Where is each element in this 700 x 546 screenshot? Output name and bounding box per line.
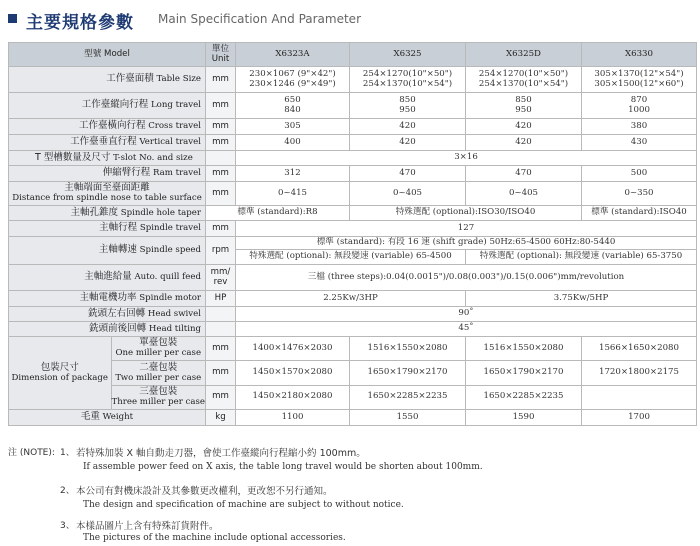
row-spindle-speed-1 bbox=[9, 237, 697, 250]
pack-two-en: Two miller per case bbox=[115, 372, 202, 383]
label-long-travel: 工作臺縱向行程 Long travel bbox=[9, 93, 206, 119]
unit-cell: mm bbox=[206, 221, 236, 237]
label-weight: 毛重 Weight bbox=[9, 410, 206, 426]
model-header bbox=[9, 43, 206, 67]
value-cell bbox=[582, 385, 697, 409]
model-col-3: X6325D bbox=[466, 43, 582, 67]
pack-one-en: One miller per case bbox=[115, 348, 202, 359]
unit-cell: mm bbox=[206, 182, 236, 206]
value-cell: 400 bbox=[236, 135, 350, 151]
model-col-4: X6330 bbox=[582, 43, 697, 67]
value-cell: 850 950 bbox=[466, 93, 582, 119]
row-spindle-travel bbox=[9, 221, 697, 237]
row-weight bbox=[9, 410, 697, 426]
unit-cell: mm bbox=[206, 166, 236, 182]
value-cell: 1590 bbox=[466, 410, 582, 426]
value-cell: 420 bbox=[466, 135, 582, 151]
value-cell: 三檔 (three steps):0.04(0.0015")/0.08(0.003")/0.15(0.006")mm/revolution bbox=[236, 265, 697, 291]
header-row bbox=[9, 43, 697, 67]
unit-cell: mm/ rev bbox=[206, 265, 236, 291]
section-title-en: Main Specification And Parameter bbox=[158, 12, 361, 26]
unit-cell: kg bbox=[206, 410, 236, 426]
value-cell: 1720×1800×2175 bbox=[582, 361, 697, 385]
unit-header-zh: 單位 bbox=[211, 43, 230, 54]
value-cell: 127 bbox=[236, 221, 697, 237]
row-spindle-motor bbox=[9, 291, 697, 307]
pack-two-zh: 二臺包裝 bbox=[139, 361, 178, 373]
pack-one-zh: 單臺包裝 bbox=[139, 337, 178, 349]
unit-cell: rpm bbox=[206, 237, 236, 265]
value-cell: 870 1000 bbox=[582, 93, 697, 119]
label-spindle-motor: 主軸電機功率 Spindle motor bbox=[9, 291, 206, 307]
value-cell: 2.25Kw/3HP bbox=[236, 291, 466, 307]
value-cell: 1516×1550×2080 bbox=[466, 337, 582, 361]
pack-three-zh: 三臺包裝 bbox=[139, 385, 178, 397]
value-cell: 500 bbox=[582, 166, 697, 182]
label-packing bbox=[9, 337, 206, 410]
value-cell: 420 bbox=[466, 119, 582, 135]
label-spindle-travel: 主軸行程 Spindle travel bbox=[9, 221, 206, 237]
value-cell: 1550 bbox=[350, 410, 466, 426]
label-spindle-nose: 主軸端面至臺面距離 Distance from spindle nose to table surface bbox=[9, 182, 206, 206]
row-long-travel bbox=[9, 93, 697, 119]
unit-cell bbox=[206, 151, 236, 166]
value-cell: 850 950 bbox=[350, 93, 466, 119]
model-col-1: X6323A bbox=[236, 43, 350, 67]
row-ram-travel bbox=[9, 166, 697, 182]
row-table-size bbox=[9, 67, 697, 93]
unit-cell: mm bbox=[206, 93, 236, 119]
value-cell: 380 bbox=[582, 119, 697, 135]
model-col-2: X6325 bbox=[350, 43, 466, 67]
value-cell: 0~415 bbox=[236, 182, 350, 206]
row-head-tilting bbox=[9, 322, 697, 337]
value-cell: 305×1370(12"×54") 305×1500(12"×60") bbox=[582, 67, 697, 93]
value-cell: 1516×1550×2080 bbox=[350, 337, 466, 361]
value-cell: 254×1270(10"×50") 254×1370(10"×54") bbox=[350, 67, 466, 93]
value-cell: 650 840 bbox=[236, 93, 350, 119]
value-cell: 470 bbox=[350, 166, 466, 182]
value-cell: 90˚ bbox=[236, 307, 697, 322]
row-spindle-nose bbox=[9, 182, 697, 206]
notes-label: 注 (NOTE): bbox=[8, 448, 55, 458]
unit-cell bbox=[206, 307, 236, 322]
value-cell: 1566×1650×2080 bbox=[582, 337, 697, 361]
value-cell: 1100 bbox=[236, 410, 350, 426]
row-quill-feed bbox=[9, 265, 697, 291]
value-cell: 45˚ bbox=[236, 322, 697, 337]
value-cell: 420 bbox=[350, 119, 466, 135]
label-head-tilting: 銑頭前後回轉 Head tilting bbox=[9, 322, 206, 337]
row-spindle-taper bbox=[9, 206, 697, 221]
label-spindle-speed: 主軸轉速 Spindle speed bbox=[9, 237, 206, 265]
unit-cell: mm bbox=[206, 135, 236, 151]
unit-header bbox=[206, 43, 236, 67]
value-cell: 3×16 bbox=[236, 151, 697, 166]
value-cell: 420 bbox=[350, 135, 466, 151]
unit-cell: mm bbox=[206, 337, 236, 361]
pack-three-en: Three miller per case bbox=[111, 396, 205, 407]
value-cell: 0~405 bbox=[350, 182, 466, 206]
value-cell: 254×1270(10"×50") 254×1370(10"×54") bbox=[466, 67, 582, 93]
value-cell: 1650×2285×2235 bbox=[350, 385, 466, 409]
row-vertical-travel bbox=[9, 135, 697, 151]
unit-cell: mm bbox=[206, 361, 236, 385]
value-cell: 特殊選配 (optional):ISO30/ISO40 bbox=[350, 206, 582, 221]
label-vertical-travel: 工作臺垂直行程 Vertical travel bbox=[9, 135, 206, 151]
label-tslot: T 型槽數量及尺寸 T-slot No. and size bbox=[9, 151, 206, 166]
value-cell: 1650×1790×2170 bbox=[466, 361, 582, 385]
label-cross-travel: 工作臺橫向行程 Cross travel bbox=[9, 119, 206, 135]
value-cell: 1650×2285×2235 bbox=[466, 385, 582, 409]
value-cell: 3.75Kw/5HP bbox=[466, 291, 697, 307]
value-cell: 0~350 bbox=[582, 182, 697, 206]
value-cell: 1450×2180×2080 bbox=[236, 385, 350, 409]
unit-cell: mm bbox=[206, 385, 236, 409]
row-tslot bbox=[9, 151, 697, 166]
value-cell: 特殊選配 (optional): 無段變速 (variable) 65-3750 bbox=[466, 250, 697, 265]
unit-cell bbox=[206, 322, 236, 337]
value-cell: 230×1067 (9"×42") 230×1246 (9"×49") bbox=[236, 67, 350, 93]
unit-cell: HP bbox=[206, 291, 236, 307]
row-cross-travel bbox=[9, 119, 697, 135]
value-cell: 1650×1790×2170 bbox=[350, 361, 466, 385]
label-head-swivel: 銑頭左右回轉 Head swivel bbox=[9, 307, 206, 322]
packing-label-en: Dimension of package bbox=[11, 372, 108, 383]
value-cell: 標準 (standard):R8 bbox=[206, 206, 350, 221]
value-cell: 1700 bbox=[582, 410, 697, 426]
value-cell: 0~405 bbox=[466, 182, 582, 206]
value-cell: 標準 (standard): 有段 16 速 (shift grade) 50Hz:65-4500 60Hz:80-5440 bbox=[236, 237, 697, 250]
unit-cell: mm bbox=[206, 119, 236, 135]
value-cell: 305 bbox=[236, 119, 350, 135]
value-cell: 470 bbox=[466, 166, 582, 182]
model-header-label: 型號 Model bbox=[84, 48, 130, 59]
unit-header-en: Unit bbox=[211, 53, 230, 64]
label-spindle-taper: 主軸孔錐度 Spindle hole taper bbox=[9, 206, 206, 221]
square-bullet-icon bbox=[8, 14, 17, 23]
label-ram-travel: 伸縮臂行程 Ram travel bbox=[9, 166, 206, 182]
spec-table bbox=[8, 42, 697, 426]
value-cell: 430 bbox=[582, 135, 697, 151]
label-quill-feed: 主軸進給量 Auto. quill feed bbox=[9, 265, 206, 291]
value-cell: 1450×1570×2080 bbox=[236, 361, 350, 385]
section-title-zh: 主要規格參數 bbox=[26, 13, 134, 33]
value-cell: 標準 (standard):ISO40 bbox=[582, 206, 697, 221]
row-pack-one bbox=[9, 337, 697, 361]
value-cell: 特殊選配 (optional): 無段變速 (variable) 65-4500 bbox=[236, 250, 466, 265]
label-table-size: 工作臺面積 Table Size bbox=[9, 67, 206, 93]
value-cell: 1400×1476×2030 bbox=[236, 337, 350, 361]
unit-cell: mm bbox=[206, 67, 236, 93]
row-head-swivel bbox=[9, 307, 697, 322]
section-header bbox=[8, 8, 698, 32]
packing-label-zh: 包裝尺寸 bbox=[40, 361, 79, 373]
value-cell: 312 bbox=[236, 166, 350, 182]
